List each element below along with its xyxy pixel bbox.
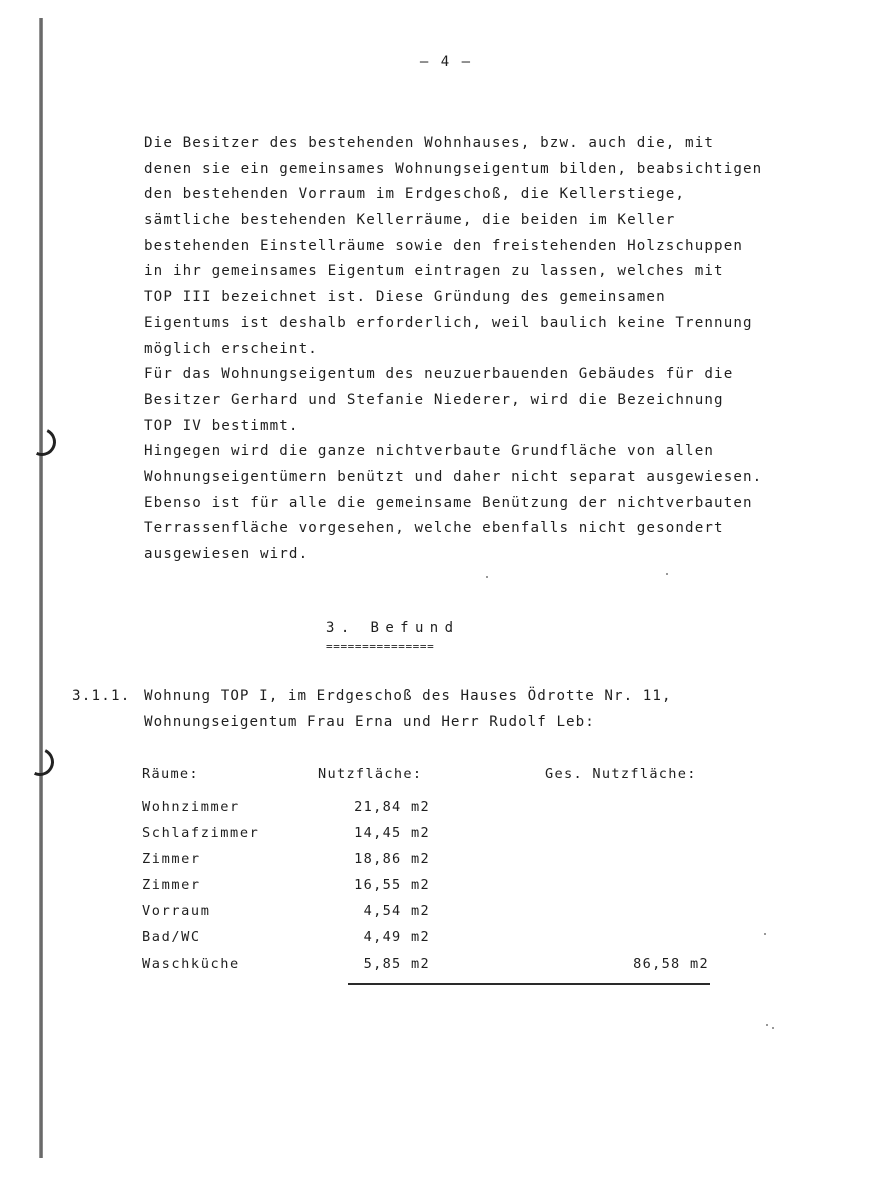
section-heading: 3. Befund	[326, 620, 460, 636]
body-line: den bestehenden Vorraum im Erdgeschoß, die Kellerstiege,	[144, 186, 686, 203]
scan-speck	[764, 933, 766, 935]
scan-speck	[666, 573, 668, 575]
body-line: TOP III bezeichnet ist. Diese Gründung des gemeinsamen	[144, 289, 666, 306]
body-line: TOP IV bestimmt.	[144, 417, 299, 434]
body-line: in ihr gemeinsames Eigentum eintragen zu lassen, welches mit	[144, 263, 724, 280]
rooms-column-header: Räume:	[142, 766, 199, 782]
total-area: 86,58 m2	[633, 956, 709, 972]
room-name: Bad/WC	[142, 929, 201, 945]
scan-speck	[486, 576, 488, 578]
body-line: Die Besitzer des bestehenden Wohnhauses, bzw. auch die, mit	[144, 135, 715, 151]
body-line: ausgewiesen wird.	[144, 546, 309, 562]
body-line: Hingegen wird die ganze nichtverbaute Grundfläche von allen	[144, 443, 715, 460]
scan-speck	[772, 1027, 774, 1029]
body-text	[144, 131, 762, 568]
body-line: denen sie ein gemeinsames Wohnungseigentum bilden, beabsichtigen	[144, 160, 763, 177]
body-line: bestehenden Einstellräume sowie den freistehenden Holzschuppen	[144, 237, 744, 254]
room-name: Zimmer	[142, 877, 201, 893]
body-line: Besitzer Gerhard und Stefanie Niederer, wird die Bezeichnung	[144, 391, 724, 408]
room-area: 16,55 m2	[354, 877, 430, 893]
scan-speck	[766, 1024, 768, 1026]
page-number: – 4 –	[419, 54, 473, 70]
punch-hole-mark	[22, 744, 58, 780]
body-line: Eigentums ist deshalb erforderlich, weil baulich keine Trennung	[144, 314, 753, 331]
body-line: Terrassenfläche vorgesehen, welche ebenfalls nicht gesondert	[144, 520, 724, 537]
room-name: Zimmer	[142, 851, 201, 867]
body-line: Ebenso ist für alle die gemeinsame Benützung der nichtverbauten	[144, 494, 753, 511]
room-name: Wohnzimmer	[142, 799, 240, 815]
body-line: möglich erscheint.	[144, 340, 318, 357]
room-area: 18,86 m2	[354, 851, 430, 867]
room-area: 21,84 m2	[354, 799, 430, 815]
body-line: sämtliche bestehenden Kellerräume, die beiden im Keller	[144, 212, 676, 229]
body-line: Wohnungseigentümern benützt und daher nicht separat ausgewiesen.	[144, 468, 763, 485]
paper-binding-edge	[39, 18, 43, 1158]
room-area: 14,45 m2	[354, 825, 430, 841]
total-column-header: Ges. Nutzfläche:	[545, 766, 697, 782]
room-name: Vorraum	[142, 903, 211, 919]
section-heading-underline: ===============	[326, 640, 435, 653]
punch-hole-mark	[24, 424, 60, 460]
item-owner-line: Wohnungseigentum Frau Erna und Herr Rudolf Leb:	[144, 714, 595, 730]
body-line: Für das Wohnungseigentum des neuzuerbauenden Gebäudes für die	[144, 366, 734, 383]
item-number: 3.1.1.	[72, 688, 131, 704]
room-name: Waschküche	[142, 956, 240, 972]
item-title-line: Wohnung TOP I, im Erdgeschoß des Hauses Ödrotte Nr. 11,	[144, 688, 672, 704]
room-area: 4,49 m2	[363, 929, 430, 945]
room-area: 5,85 m2	[363, 956, 430, 972]
room-area: 4,54 m2	[363, 903, 430, 919]
area-column-header: Nutzfläche:	[318, 766, 423, 782]
total-underline	[348, 983, 710, 985]
room-name: Schlafzimmer	[142, 825, 260, 841]
